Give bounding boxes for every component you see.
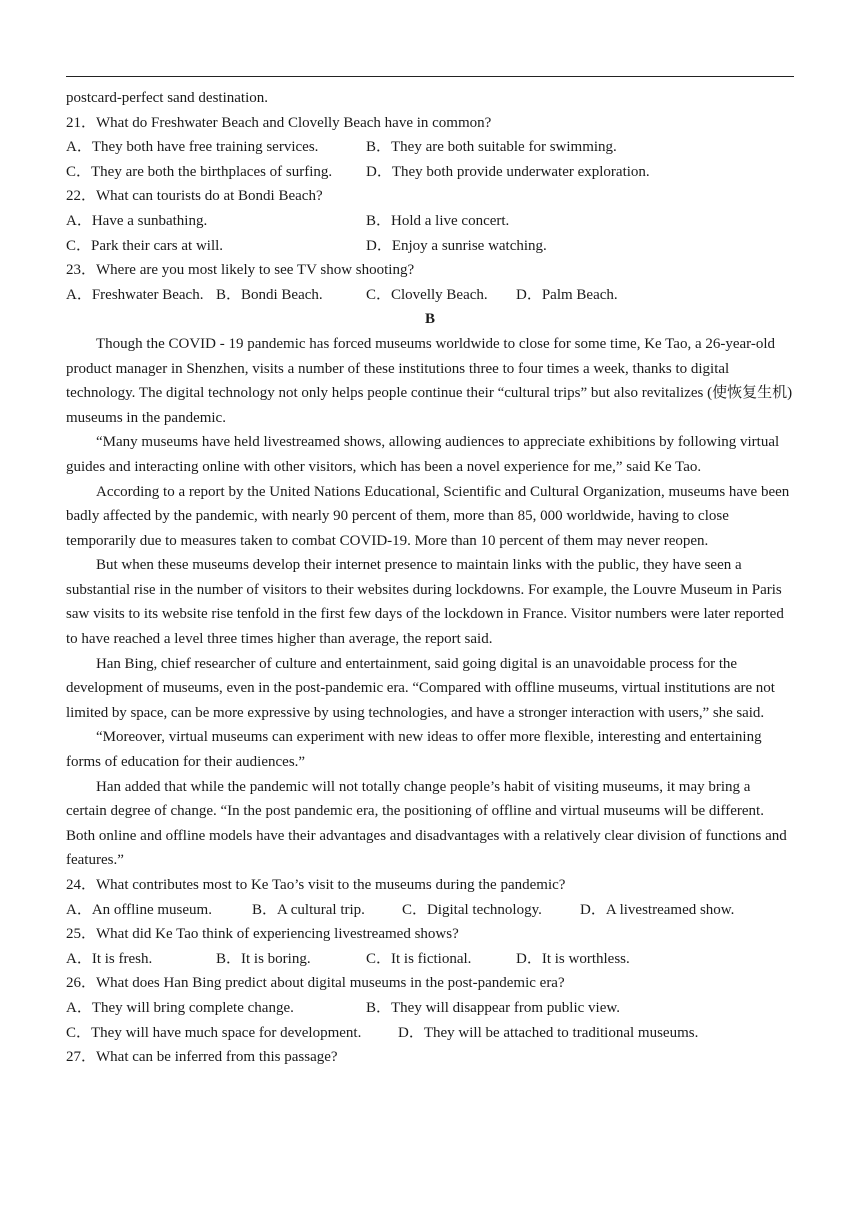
- q25-option-d[interactable]: D．It is worthless.: [516, 950, 630, 967]
- q23-option-d[interactable]: D．Palm Beach.: [516, 286, 618, 303]
- question-26-stem: 26．What does Han Bing predict about digital museums in the post-pandemic era?: [66, 975, 565, 992]
- q23-option-a[interactable]: A．Freshwater Beach.: [66, 286, 204, 303]
- question-22-options-row1: [66, 209, 794, 234]
- q24-option-b[interactable]: B．A cultural trip.: [252, 901, 365, 918]
- q23-option-c[interactable]: C．Clovelly Beach.: [366, 286, 488, 303]
- q26-option-a[interactable]: A．They will bring complete change.: [66, 999, 294, 1016]
- passage-paragraph: Han Bing, chief researcher of culture and entertainment, said going digital is an unavoidable process for the development of museums, even in the post-pandemic era. “Compared with offline museums, virtual institutions are not limited by space, can be more expressive by using technologies, and have a stronger interaction with users,” she said.: [66, 655, 775, 721]
- passage-paragraph: “Moreover, virtual museums can experiment with new ideas to offer more flexible, interesting and entertaining forms of education for their audiences.”: [66, 729, 762, 771]
- question-23-options: [66, 283, 794, 308]
- question-24-options: [66, 898, 794, 923]
- question-21-stem: 21．What do Freshwater Beach and Clovelly Beach have in common?: [66, 114, 492, 131]
- question-27-stem: 27．What can be inferred from this passage?: [66, 1049, 338, 1066]
- question-23-stem: 23．Where are you most likely to see TV show shooting?: [66, 262, 415, 279]
- q23-option-b[interactable]: B．Bondi Beach.: [216, 286, 323, 303]
- passage-paragraph: But when these museums develop their internet presence to maintain links with the public, they have seen a substantial rise in the number of visitors to their websites during lockdowns. For example, the Louvre Museum in Paris saw visits to its website rise tenfold in the first few days of the lockdown in France. Visitor numbers were later reported to have reached a level three times higher than average, the report said.: [66, 557, 784, 648]
- passage-paragraph: According to a report by the United Nations Educational, Scientific and Cultural Organization, museums have been badly affected by the pandemic, with nearly 90 percent of them, more than 85, 000 worldwide, having to close temporarily due to measures taken to combat COVID-19. More than 10 percent of them may never reopen.: [66, 483, 790, 549]
- question-25-options: [66, 947, 794, 972]
- question-24-stem: 24．What contributes most to Ke Tao’s visit to the museums during the pandemic?: [66, 877, 566, 893]
- q21-option-a[interactable]: A．They both have free training services.: [66, 139, 319, 156]
- q26-option-c[interactable]: C．They will have much space for development.: [66, 1024, 362, 1041]
- q21-option-d[interactable]: D．They both provide underwater exploration.: [366, 163, 650, 180]
- q25-option-b[interactable]: B．It is boring.: [216, 950, 311, 967]
- question-22-stem: 22．What can tourists do at Bondi Beach?: [66, 188, 323, 205]
- q26-option-d[interactable]: D．They will be attached to traditional museums.: [398, 1024, 699, 1041]
- page-content: [66, 86, 794, 1070]
- q22-option-d[interactable]: D．Enjoy a sunrise watching.: [366, 237, 547, 254]
- q22-option-a[interactable]: A．Have a sunbathing.: [66, 212, 208, 229]
- question-21-options-row1: [66, 135, 794, 160]
- question-26-options-row2: [66, 1021, 794, 1046]
- question-25-stem: 25．What did Ke Tao think of experiencing livestreamed shows?: [66, 926, 459, 943]
- q24-option-d[interactable]: D．A livestreamed show.: [580, 901, 735, 918]
- question-21-options-row2: [66, 160, 794, 185]
- q24-option-c[interactable]: C．Digital technology.: [402, 901, 542, 918]
- passage-paragraph: Han added that while the pandemic will not totally change people’s habit of visiting museums, it may bring a certain degree of change. “In the post pandemic era, the positioning of offline and virtual museums will be different. Both online and offline models have their advantages and disadvantages with a relatively clear division of functions and features.”: [66, 778, 787, 869]
- q21-option-b[interactable]: B．They are both suitable for swimming.: [366, 139, 617, 156]
- passage-paragraph: “Many museums have held livestreamed shows, allowing audiences to appreciate exhibitions by following virtual guides and interacting online with other visitors, which has been a novel experience for me,” said Ke Tao.: [66, 434, 780, 475]
- q22-option-c[interactable]: C．Park their cars at will.: [66, 237, 224, 254]
- question-26-options-row1: [66, 996, 794, 1021]
- q25-option-a[interactable]: A．It is fresh.: [66, 950, 153, 967]
- header-rule: [66, 76, 794, 77]
- q25-option-c[interactable]: C．It is fictional.: [366, 950, 472, 967]
- question-22-options-row2: [66, 234, 794, 259]
- passage-paragraph: Though the COVID - 19 pandemic has forced museums worldwide to close for some time, Ke Tao, a 26-year-old product manager in Shenzhen, visits a number of these institutions three to four times a week, thanks to digital technology. The digital technology not only helps people continue their “cultural trips” but also revitalizes (使恢复生机) museums in the pandemic.: [66, 335, 793, 426]
- q26-option-b[interactable]: B．They will disappear from public view.: [366, 999, 620, 1016]
- intro-tail: postcard-perfect sand destination.: [66, 90, 269, 106]
- q24-option-a[interactable]: A．An offline museum.: [66, 901, 212, 918]
- q22-option-b[interactable]: B．Hold a live concert.: [366, 212, 510, 229]
- q21-option-c[interactable]: C．They are both the birthplaces of surfing.: [66, 163, 333, 180]
- section-b-heading: B: [424, 311, 435, 328]
